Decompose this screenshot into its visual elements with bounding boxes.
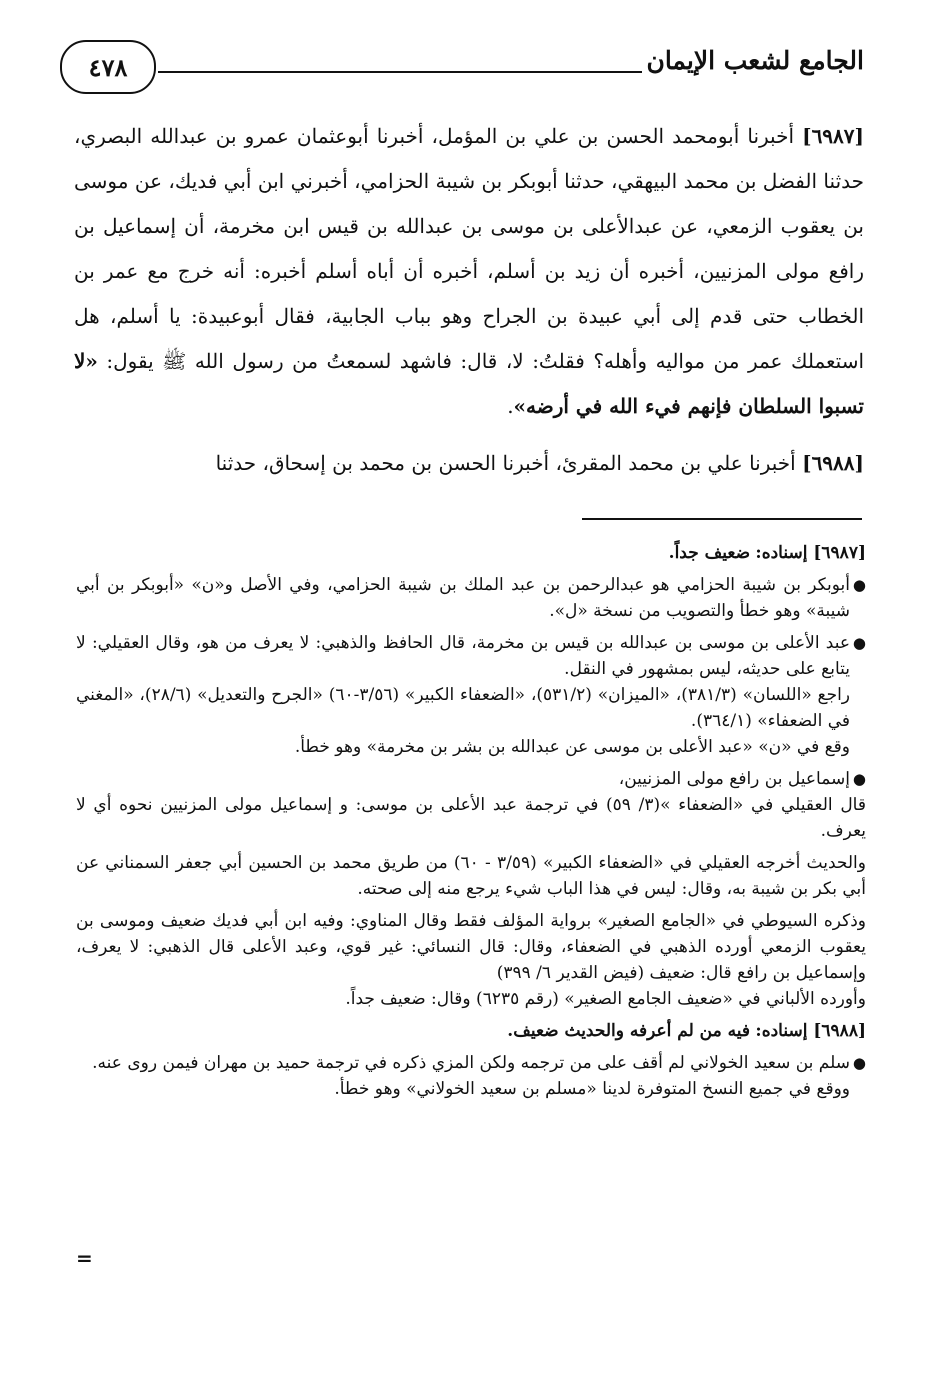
footnote-separator: [582, 518, 862, 520]
page-header: [60, 40, 864, 96]
footnote-6988-head: [٦٩٨٨] إسناده: فيه من لم أعرفه والحديث ضعيف.: [507, 1021, 866, 1041]
main-text: [74, 114, 864, 486]
list-item: ● إسماعيل بن رافع مولى المزنيين،: [76, 766, 866, 792]
hadith-matn: «لا تسبوا السلطان فإنهم فيء الله في أرضه»: [74, 349, 864, 418]
full-stop: .: [507, 394, 514, 418]
takhrij-paragraph: والحديث أخرجه العقيلي في «الضعفاء الكبير» (٣/٥٩ - ٦٠) من طريق محمد بن الحسين أبي جعفر السمناني عن أبي بكر بن شيبة به، وقال: ليس في هذا الباب شيء يرجع منه إلى صحته.: [76, 853, 866, 899]
variant-note: ووقع في جميع النسخ المتوفرة لدينا «مسلم بن سعيد الخولاني» وهو خطأ.: [334, 1079, 850, 1099]
isnad-text: أخبرنا علي بن محمد المقرئ، أخبرنا الحسن بن محمد بن إسحاق، حدثنا: [215, 451, 796, 475]
page-number: ٤٧٨: [60, 40, 156, 94]
bullet-icon: ●: [852, 634, 866, 652]
hadith-number: [٦٩٨٨]: [802, 451, 864, 475]
list-item: ● أبوبكر بن شيبة الحزامي هو عبدالرحمن بن عبد الملك بن شيبة الحزامي، وفي الأصل و«ن» «أبوبكر بن أبي شيبة» وهو خطأ والتصويب من نسخة «ل».: [76, 572, 866, 624]
continuation-mark: =: [76, 1246, 93, 1270]
footnotes: [76, 540, 866, 1108]
hadith-6988: [74, 441, 864, 486]
list-item: ● سلم بن سعيد الخولاني لم أقف على من ترجمه ولكن المزي ذكره في ترجمة حميد بن مهران فيمن روى عنه.: [76, 1050, 866, 1076]
grade: ضعيف جداً.: [668, 543, 751, 563]
narrator-note: قال العقيلي في «الضعفاء »(٣/ ٥٩) في ترجمة عبد الأعلى بن موسى: و إسماعيل مولى المزنيين نحوه أي لا يعرف.: [76, 795, 866, 841]
hadith-6987: [74, 114, 864, 429]
takhrij-paragraph: وأورده الألباني في «ضعيف الجامع الصغير» (رقم ٦٢٣٥) وقال: ضعيف جداً.: [345, 989, 866, 1009]
variant-note: وقع في «ن» «عبد الأعلى بن موسى عن عبدالله بن بشر بن مخرمة» وهو خطأ.: [294, 737, 850, 757]
footnote-6987-head: [٦٩٨٧] إسناده: ضعيف جداً.: [668, 543, 866, 563]
isnad-text: أخبرنا أبومحمد الحسن بن علي بن المؤمل، أخبرنا أبوعثمان عمرو بن عبدالله البصري، حدثنا الفضل بن محمد البيهقي، حدثنا أبوبكر بن شيبة الحزامي، أخبرني ابن أبي فديك، عن موسى بن يعقوب الزمعي، عن عبدالأعلى بن موسى بن عبدالله بن قيس ابن مخرمة، أن إسماعيل بن رافع مولى المزنيين، أخبره أن زيد بن أسلم، أخبره أن أباه أسلم أخبره: أنه خرج مع عمر بن الخطاب حتى قدم إلى أبي عبيدة بن الجراح وهو بباب الجابية، فقال أبوعبيدة: يا أسلم، هل استعملك عمر من مواليه وأهله؟ فقلتُ: لا، قال: فاشهد لسمعتُ من رسول الله ﷺ يقول:: [74, 124, 865, 373]
bullet-icon: ●: [852, 576, 866, 594]
references: راجع «اللسان» (٣٨١/٣)، «الميزان» (٥٣١/٢)، «الضعفاء الكبير» (٣/٥٦-٦٠) «الجرح والتعديل» (٢٨/٦)، «المغني في الضعفاء» (٣٦٤/١).: [76, 685, 851, 731]
grade: فيه من لم أعرفه والحديث ضعيف.: [507, 1021, 751, 1041]
takhrij-paragraph: وذكره السيوطي في «الجامع الصغير» برواية المؤلف فقط وقال المناوي: وفيه ابن أبي فديك ضعيف وموسى بن يعقوب الزمعي أورده الذهبي في الضعفاء، وقال: قال النسائي: غير قوي، وعبد الأعلى قال الذهبي: لا يعرف، وإسماعيل بن رافع قال: ضعيف (فيض القدير ٦/ ٣٩٩): [76, 911, 866, 983]
bullet-icon: ●: [852, 1054, 866, 1072]
header-rule: [158, 71, 642, 73]
list-item: ● عبد الأعلى بن موسى بن عبدالله بن قيس بن مخرمة، قال الحافظ والذهبي: لا يعرف من هو، وقال العقيلي: لا يتابع على حديثه، ليس بمشهور في النقل.: [76, 630, 866, 682]
bullet-icon: ●: [852, 770, 866, 788]
running-title: الجامع لشعب الإيمان: [646, 46, 864, 75]
hadith-number: [٦٩٨٧]: [802, 124, 864, 148]
